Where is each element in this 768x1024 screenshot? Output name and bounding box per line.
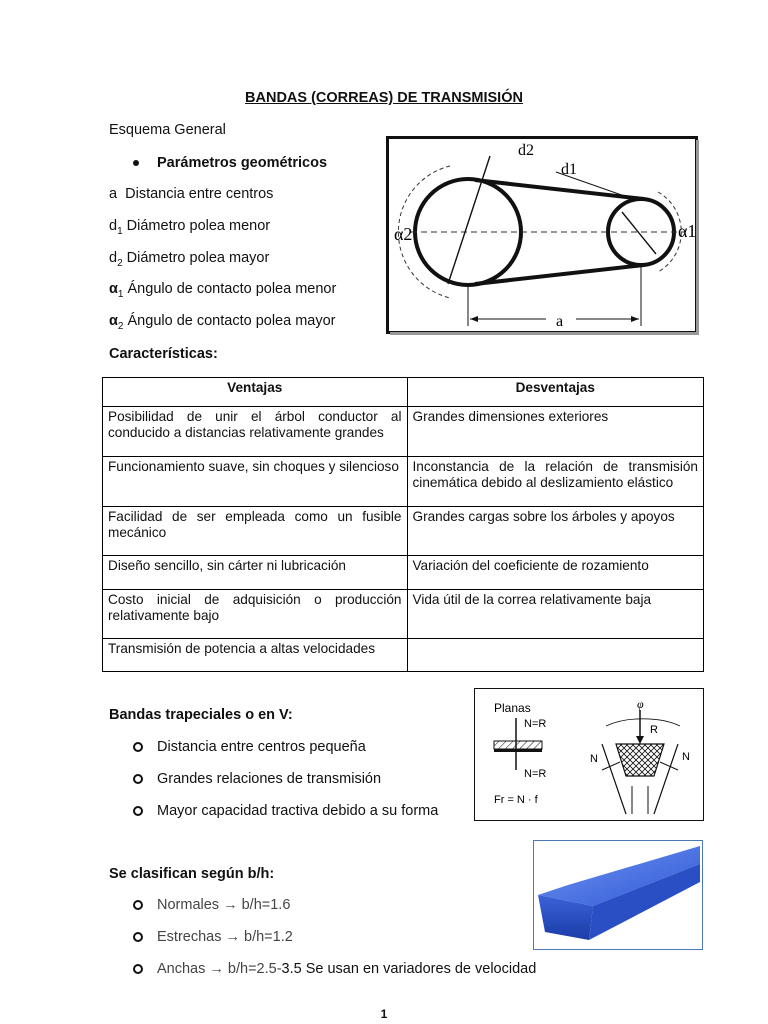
table-cell: Grandes cargas sobre los árboles y apoyos bbox=[407, 507, 704, 556]
label-planas: Planas bbox=[494, 701, 531, 715]
column-header-desventajas: Desventajas bbox=[407, 378, 704, 407]
bullet-ring-icon bbox=[133, 932, 143, 942]
param-text: Diámetro polea menor bbox=[126, 218, 271, 234]
belt-pulley-diagram bbox=[386, 136, 700, 336]
v-belt-photo bbox=[533, 840, 703, 950]
bullet-ring-icon bbox=[133, 806, 143, 816]
list-item-text: Normales → b/h=1.6 bbox=[157, 897, 291, 913]
bullet-ring-icon bbox=[133, 964, 143, 974]
characteristics-table bbox=[102, 377, 704, 672]
list-item bbox=[133, 961, 536, 977]
table-cell: Transmisión de potencia a altas velocidades bbox=[103, 639, 408, 672]
param-alpha1 bbox=[109, 281, 336, 300]
param-d1 bbox=[109, 218, 270, 237]
table-cell: Diseño sencillo, sin cárter ni lubricación bbox=[103, 556, 408, 590]
param-symbol: a bbox=[109, 186, 118, 202]
label-n-left: N bbox=[590, 753, 598, 765]
param-symbol: d bbox=[109, 218, 118, 234]
characteristics-heading: Características: bbox=[109, 346, 218, 362]
label-n-eq-r-top: N=R bbox=[524, 718, 547, 730]
page-title: BANDAS (CORREAS) DE TRANSMISIÓN bbox=[245, 90, 523, 106]
list-item-extra-text: 3.5 Se usan en variadores de velocidad bbox=[281, 961, 537, 977]
list-item bbox=[133, 897, 290, 913]
param-symbol: d bbox=[109, 250, 118, 266]
list-item bbox=[133, 929, 293, 945]
list-item-text: Anchas → b/h=2.5- bbox=[157, 961, 282, 977]
list-item-text: Estrechas → b/h=1.2 bbox=[157, 929, 293, 945]
table-cell: Vida útil de la correa relativamente baja bbox=[407, 590, 704, 639]
table-cell: Grandes dimensiones exteriores bbox=[407, 407, 704, 457]
table-cell: Posibilidad de unir el árbol conductor al conducido a distancias relativamente grandes bbox=[103, 407, 408, 457]
label-alpha1: α1 bbox=[678, 221, 697, 241]
param-text: Distancia entre centros bbox=[125, 186, 274, 202]
param-subscript: 2 bbox=[117, 257, 123, 269]
bullet-ring-icon bbox=[133, 742, 143, 752]
param-subscript: 2 bbox=[117, 320, 124, 332]
param-symbol: α bbox=[109, 313, 118, 329]
flat-vs-v-belt-diagram bbox=[474, 688, 704, 821]
label-d2: d2 bbox=[518, 142, 534, 159]
label-d1: d1 bbox=[561, 161, 577, 178]
list-item bbox=[133, 771, 381, 787]
table-cell: Costo inicial de adquisición o producción relativamente bajo bbox=[103, 590, 408, 639]
list-item-text: Distancia entre centros pequeña bbox=[157, 739, 366, 755]
table-cell: Variación del coeficiente de rozamiento bbox=[407, 556, 704, 590]
list-item-text: Grandes relaciones de transmisión bbox=[157, 771, 382, 787]
param-alpha2 bbox=[109, 313, 336, 332]
section-label-general: Esquema General bbox=[109, 122, 226, 138]
param-symbol: α bbox=[109, 281, 118, 297]
label-n-eq-r-bottom: N=R bbox=[524, 768, 547, 780]
list-item bbox=[133, 803, 438, 819]
param-subscript: 1 bbox=[117, 288, 124, 300]
geom-params-heading bbox=[133, 155, 327, 171]
table-row bbox=[103, 639, 704, 672]
table-cell: Facilidad de ser empleada como un fusible mecánico bbox=[103, 507, 408, 556]
param-text: Ángulo de contacto polea menor bbox=[127, 281, 337, 297]
table-header-row bbox=[103, 378, 704, 407]
label-r: R bbox=[650, 724, 658, 736]
label-phi: φ bbox=[637, 697, 644, 711]
param-a bbox=[109, 186, 273, 202]
param-d2 bbox=[109, 250, 269, 269]
table-cell: Funcionamiento suave, sin choques y silencioso bbox=[103, 457, 408, 507]
param-subscript: 1 bbox=[117, 225, 123, 237]
bullet-icon bbox=[133, 160, 139, 166]
table-row bbox=[103, 457, 704, 507]
table-row bbox=[103, 590, 704, 639]
classification-heading: Se clasifican según b/h: bbox=[109, 866, 275, 882]
list-item bbox=[133, 739, 366, 755]
label-a: a bbox=[556, 313, 564, 330]
table-cell: Inconstancia de la relación de transmisión cinemática debido al deslizamiento elástico bbox=[407, 457, 704, 507]
param-text: Diámetro polea mayor bbox=[126, 250, 270, 266]
label-alpha2: α2 bbox=[394, 224, 413, 244]
table-row bbox=[103, 507, 704, 556]
column-header-ventajas: Ventajas bbox=[103, 378, 408, 407]
table-row bbox=[103, 556, 704, 590]
page-number: 1 bbox=[380, 1007, 388, 1021]
param-text: Ángulo de contacto polea mayor bbox=[127, 313, 336, 329]
label-fr: Fr = N · f bbox=[494, 794, 538, 806]
bullet-ring-icon bbox=[133, 900, 143, 910]
list-item-text: Mayor capacidad tractiva debido a su forma bbox=[157, 803, 439, 819]
bullet-ring-icon bbox=[133, 774, 143, 784]
table-row bbox=[103, 407, 704, 457]
label-n-right: N bbox=[682, 751, 690, 763]
table-cell bbox=[407, 639, 704, 672]
geom-params-heading-text: Parámetros geométricos bbox=[157, 155, 328, 171]
v-belts-heading: Bandas trapeciales o en V: bbox=[109, 707, 293, 723]
